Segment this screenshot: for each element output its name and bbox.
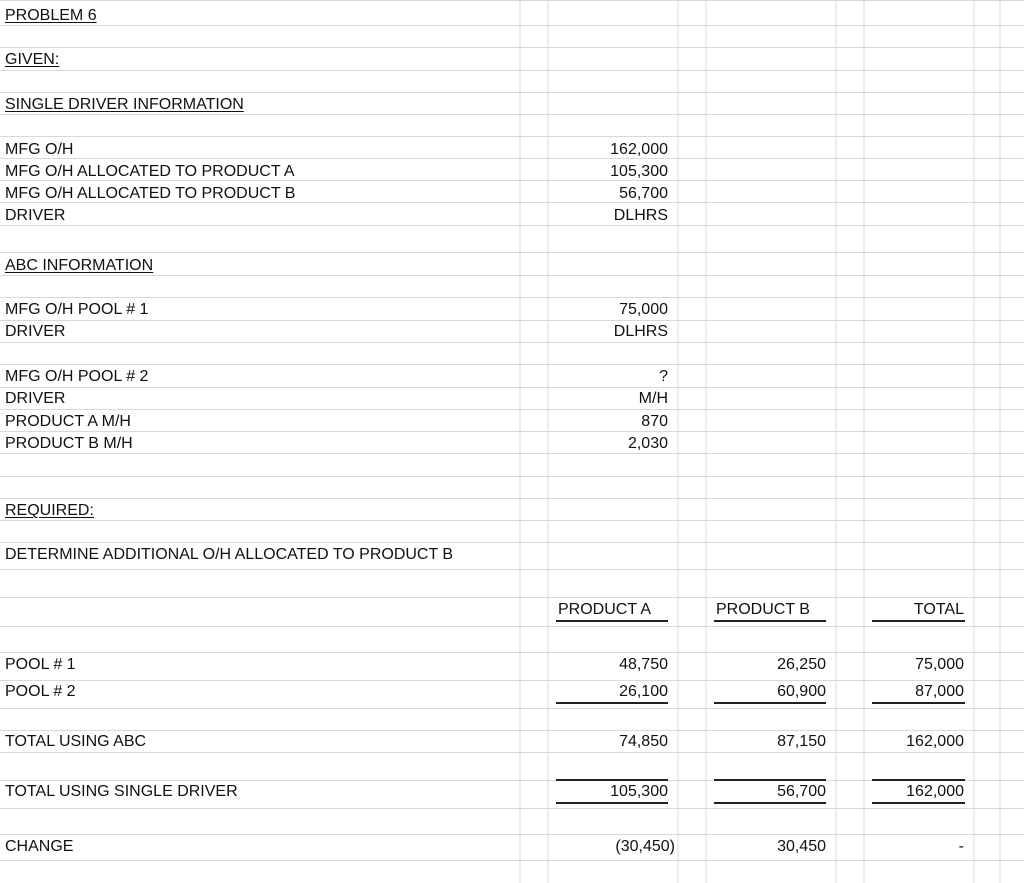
- product-b-mh-label[interactable]: PRODUCT B M/H: [5, 435, 133, 452]
- table-cell-a[interactable]: 26,100: [619, 683, 668, 700]
- product-b-mh-value[interactable]: 2,030: [627, 435, 668, 452]
- table-row-label[interactable]: CHANGE: [5, 838, 74, 855]
- header-product-b[interactable]: PRODUCT B: [716, 601, 810, 618]
- required-label[interactable]: REQUIRED:: [5, 502, 94, 519]
- pool1-label[interactable]: MFG O/H POOL # 1: [5, 301, 149, 318]
- mfg-oh-a-value[interactable]: 105,300: [610, 163, 668, 180]
- mfg-oh-a-label[interactable]: MFG O/H ALLOCATED TO PRODUCT A: [5, 163, 295, 180]
- single-a-overline: [556, 779, 668, 781]
- product-a-mh-value[interactable]: 870: [641, 413, 668, 430]
- table-row-label[interactable]: TOTAL USING ABC: [5, 733, 147, 750]
- mfg-oh-value[interactable]: 162,000: [610, 141, 668, 158]
- pool1-driver-label[interactable]: DRIVER: [5, 323, 66, 340]
- table-cell-b[interactable]: 60,900: [777, 683, 826, 700]
- table-cell-a[interactable]: 48,750: [619, 656, 668, 673]
- table-cell-total[interactable]: -: [958, 838, 964, 855]
- table-cell-total[interactable]: 87,000: [915, 683, 964, 700]
- table-cell-b[interactable]: 87,150: [777, 733, 826, 750]
- abc-heading[interactable]: ABC INFORMATION: [5, 257, 154, 274]
- table-cell-a[interactable]: 105,300: [610, 783, 668, 800]
- single-b-overline: [714, 779, 826, 781]
- mfg-oh-label[interactable]: MFG O/H: [5, 141, 74, 158]
- required-text[interactable]: DETERMINE ADDITIONAL O/H ALLOCATED TO PRODUCT B: [5, 546, 454, 563]
- single-a-underline: [556, 802, 668, 804]
- mfg-oh-b-label[interactable]: MFG O/H ALLOCATED TO PRODUCT B: [5, 185, 296, 202]
- header-product-a-underline: [556, 620, 668, 622]
- pool1-driver-value[interactable]: DLHRS: [613, 323, 668, 340]
- problem-title[interactable]: PROBLEM 6: [5, 7, 97, 24]
- table-cell-b[interactable]: 30,450: [777, 838, 826, 855]
- table-cell-total[interactable]: 75,000: [915, 656, 964, 673]
- table-cell-total[interactable]: 162,000: [906, 733, 964, 750]
- table-cell-total[interactable]: 162,000: [906, 783, 964, 800]
- driver-label[interactable]: DRIVER: [5, 207, 66, 224]
- table-row-label[interactable]: TOTAL USING SINGLE DRIVER: [5, 783, 238, 800]
- driver-value[interactable]: DLHRS: [613, 207, 668, 224]
- mfg-oh-b-value[interactable]: 56,700: [619, 185, 668, 202]
- pool2-label[interactable]: MFG O/H POOL # 2: [5, 368, 149, 385]
- header-total-underline: [872, 620, 965, 622]
- product-a-mh-label[interactable]: PRODUCT A M/H: [5, 413, 131, 430]
- pool2-total-underline: [872, 702, 965, 704]
- single-total-underline: [872, 802, 965, 804]
- table-cell-b[interactable]: 56,700: [777, 783, 826, 800]
- header-total[interactable]: TOTAL: [913, 601, 964, 618]
- table-row-label[interactable]: POOL # 1: [5, 656, 76, 673]
- table-cell-a[interactable]: (30,450): [615, 838, 675, 855]
- pool2-value[interactable]: ?: [659, 368, 668, 385]
- pool2-driver-label[interactable]: DRIVER: [5, 390, 66, 407]
- single-total-overline: [872, 779, 965, 781]
- header-product-b-underline: [714, 620, 826, 622]
- single-b-underline: [714, 802, 826, 804]
- single-driver-heading[interactable]: SINGLE DRIVER INFORMATION: [5, 96, 244, 113]
- pool2-b-underline: [714, 702, 826, 704]
- table-cell-a[interactable]: 74,850: [619, 733, 668, 750]
- pool1-value[interactable]: 75,000: [619, 301, 668, 318]
- pool2-driver-value[interactable]: M/H: [638, 390, 668, 407]
- given-label[interactable]: GIVEN:: [5, 51, 60, 68]
- table-cell-b[interactable]: 26,250: [777, 656, 826, 673]
- header-product-a[interactable]: PRODUCT A: [558, 601, 652, 618]
- pool2-a-underline: [556, 702, 668, 704]
- table-row-label[interactable]: POOL # 2: [5, 683, 76, 700]
